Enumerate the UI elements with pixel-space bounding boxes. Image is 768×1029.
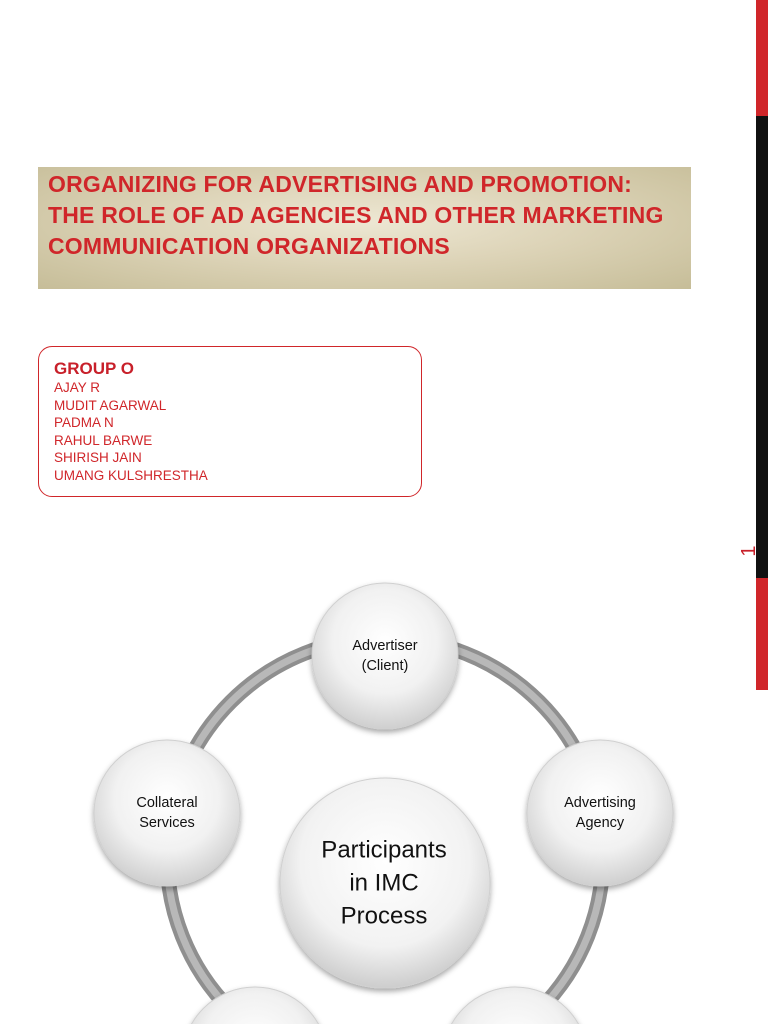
collateral-services-label-line2: Services — [139, 815, 195, 831]
center-label-line3: Process — [340, 902, 428, 930]
center-label-line1: Participants — [321, 836, 447, 864]
advertising-agency-label — [564, 793, 636, 833]
center-label-line2: in IMC — [349, 869, 419, 897]
side-accent-bar — [756, 0, 768, 1024]
side-bar-red-top — [756, 0, 768, 116]
member-list — [54, 379, 421, 484]
cycle-diagram-graphic — [0, 560, 756, 1024]
slide-title: ORGANIZING FOR ADVERTISING AND PROMOTION: THE ROLE OF AD AGENCIES AND OTHER MARKETING COMMUNICATION ORGANIZATIONS — [48, 171, 664, 259]
advertiser-label-line1: Advertiser — [352, 638, 418, 654]
member-name: RAHUL BARWE — [54, 432, 153, 448]
side-bar-red-middle — [756, 578, 768, 690]
advertising-agency-label-line1: Advertising — [564, 795, 636, 811]
member-name: UMANG KULSHRESTHA — [54, 467, 208, 483]
collateral-services-label-line1: Collateral — [136, 795, 198, 811]
node-bottom-right — [442, 987, 588, 1024]
collateral-services-label — [136, 793, 197, 833]
member-name: PADMA N — [54, 415, 114, 430]
advertiser-label-line2: (Client) — [361, 658, 409, 674]
page-number: 1 — [738, 545, 760, 557]
advertising-agency-label-line2: Agency — [575, 815, 625, 831]
side-bar-white-bottom — [756, 690, 768, 1024]
member-name: AJAY R — [54, 380, 101, 395]
member-name: MUDIT AGARWAL — [54, 397, 167, 413]
group-title: GROUP O — [54, 359, 134, 378]
title-banner — [38, 167, 691, 289]
imc-participants-diagram — [0, 560, 756, 1024]
advertiser-label — [352, 636, 417, 676]
center-label — [321, 834, 446, 933]
node-bottom-left — [182, 987, 328, 1024]
member-name: SHIRISH JAIN — [54, 450, 142, 465]
group-members-box — [38, 346, 422, 497]
